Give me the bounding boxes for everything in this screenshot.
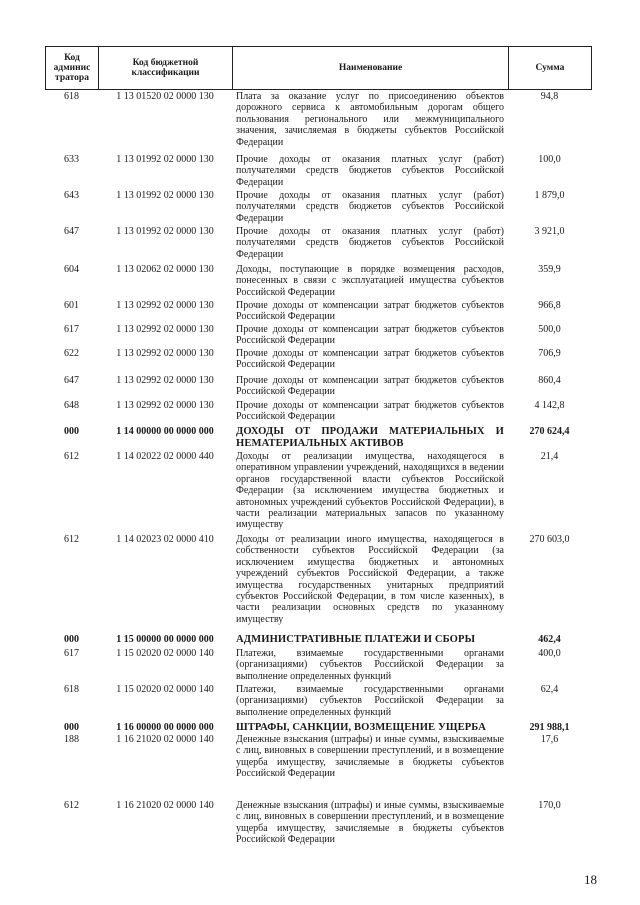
admin-code-cell: 000	[64, 722, 79, 733]
admin-code-cell: 618	[64, 684, 79, 695]
name-cell: АДМИНИСТРАТИВНЫЕ ПЛАТЕЖИ И СБОРЫ	[236, 634, 476, 645]
sum-cell: 1 879,0	[534, 190, 565, 201]
sum-cell: 400,0	[538, 648, 561, 659]
budget-code-cell: 1 13 01992 02 0000 130	[116, 190, 214, 201]
sum-cell: 270 624,4	[529, 426, 570, 437]
sum-cell: 3 921,0	[534, 226, 565, 237]
budget-code-cell: 1 15 02020 02 0000 140	[116, 684, 214, 695]
budget-code-cell: 1 16 00000 00 0000 000	[116, 722, 214, 733]
sum-cell: 966,8	[538, 300, 561, 311]
admin-code-cell: 000	[64, 426, 79, 437]
name-cell: ДОХОДЫ ОТ ПРОДАЖИ МАТЕРИАЛЬНЫХ И НЕМАТЕРИАЛЬНЫХ АКТИВОВ	[236, 426, 504, 449]
admin-code-cell: 188	[64, 734, 79, 745]
admin-code-cell: 633	[64, 154, 79, 165]
name-cell: Прочие доходы от оказания платных услуг (работ) получателями средств бюджетов субъектов Российской Федерации	[236, 226, 504, 260]
sum-cell: 94,8	[540, 91, 559, 102]
admin-code-cell: 604	[64, 264, 79, 275]
name-cell: Прочие доходы от оказания платных услуг (работ) получателями средств бюджетов субъектов Российской Федерации	[236, 190, 504, 224]
admin-code-cell: 643	[64, 190, 79, 201]
budget-code-cell: 1 13 02992 02 0000 130	[116, 348, 214, 359]
name-cell: ШТРАФЫ, САНКЦИИ, ВОЗМЕЩЕНИЕ УЩЕРБА	[236, 722, 487, 733]
header-name: Наименование	[233, 47, 509, 90]
budget-code-cell: 1 15 02020 02 0000 140	[116, 648, 214, 659]
budget-code-cell: 1 13 01520 02 0000 130	[116, 91, 214, 102]
sum-cell: 359,9	[538, 264, 561, 275]
name-cell: Плата за оказание услуг по присоединению объектов дорожного сервиса к автомобильным дорогам общего пользования регионального или межмуниципального значения, зачисляемая в бюджеты субъектов Российской Федерации	[236, 91, 504, 148]
admin-code-cell: 612	[64, 800, 79, 811]
name-cell: Доходы, поступающие в порядке возмещения расходов, понесенных в связи с эксплуатацией имущества субъектов Российской Федерации	[236, 264, 504, 298]
name-cell: Прочие доходы от компенсации затрат бюджетов субъектов Российской Федерации	[236, 300, 504, 323]
page-number: 18	[584, 872, 597, 887]
sum-cell: 860,4	[538, 375, 561, 386]
budget-code-cell: 1 13 02992 02 0000 130	[116, 300, 214, 311]
budget-code-cell: 1 16 21020 02 0000 140	[116, 800, 214, 811]
sum-cell: 17,6	[540, 734, 559, 745]
header-admin-code: Код админис тратора	[46, 47, 99, 90]
sum-cell: 170,0	[538, 800, 561, 811]
admin-code-cell: 617	[64, 324, 79, 335]
name-cell: Прочие доходы от компенсации затрат бюджетов субъектов Российской Федерации	[236, 348, 504, 371]
admin-code-cell: 647	[64, 226, 79, 237]
admin-code-cell: 612	[64, 534, 79, 545]
name-cell: Прочие доходы от оказания платных услуг (работ) получателями средств бюджетов субъектов Российской Федерации	[236, 154, 504, 188]
admin-code-cell: 601	[64, 300, 79, 311]
admin-code-cell: 618	[64, 91, 79, 102]
budget-code-cell: 1 13 02992 02 0000 130	[116, 400, 214, 411]
budget-code-cell: 1 13 01992 02 0000 130	[116, 226, 214, 237]
budget-code-cell: 1 13 02062 02 0000 130	[116, 264, 214, 275]
sum-cell: 62,4	[540, 684, 559, 695]
admin-code-cell: 622	[64, 348, 79, 359]
budget-code-cell: 1 13 02992 02 0000 130	[116, 375, 214, 386]
budget-code-cell: 1 13 01992 02 0000 130	[116, 154, 214, 165]
budget-code-cell: 1 13 02992 02 0000 130	[116, 324, 214, 335]
budget-code-cell: 1 14 02022 02 0000 440	[116, 451, 214, 462]
budget-code-cell: 1 14 00000 00 0000 000	[116, 426, 214, 437]
name-cell: Доходы от реализации имущества, находящегося в оперативном управлении учреждений, находящихся в ведении органов государственной власти субъектов Российской Федерации (за исключением имущества бюджетных и автономных учреждений субъектов Российской Федерации), в части реализации материальных запасов по указанному имуществу	[236, 451, 504, 531]
sum-cell: 500,0	[538, 324, 561, 335]
budget-code-cell: 1 16 21020 02 0000 140	[116, 734, 214, 745]
header-sum: Сумма	[509, 47, 592, 90]
admin-code-cell: 617	[64, 648, 79, 659]
sum-cell: 291 988,1	[529, 722, 570, 733]
admin-code-cell: 000	[64, 634, 79, 645]
name-cell: Платежи, взимаемые государственными органами (организациями) субъектов Российской Федерации за выполнение определенных функций	[236, 648, 504, 682]
name-cell: Денежные взыскания (штрафы) и иные суммы, взыскиваемые с лиц, виновных в совершении преступлений, и в возмещение ущерба имуществу, зачисляемые в бюджеты субъектов Российской Федерации	[236, 734, 504, 780]
admin-code-cell: 647	[64, 375, 79, 386]
name-cell: Платежи, взимаемые государственными органами (организациями) субъектов Российской Федерации за выполнение определенных функций	[236, 684, 504, 718]
admin-code-cell: 648	[64, 400, 79, 411]
name-cell: Прочие доходы от компенсации затрат бюджетов субъектов Российской Федерации	[236, 400, 504, 423]
sum-cell: 462,4	[538, 634, 561, 645]
sum-cell: 270 603,0	[529, 534, 570, 545]
budget-code-cell: 1 15 00000 00 0000 000	[116, 634, 214, 645]
admin-code-cell: 612	[64, 451, 79, 462]
sum-cell: 100,0	[538, 154, 561, 165]
budget-code-cell: 1 14 02023 02 0000 410	[116, 534, 214, 545]
name-cell: Доходы от реализации иного имущества, находящегося в собственности субъектов Российской Федерации (за исключением имущества бюджетных и автономных учреждений субъектов Российской Федерации, а также имущества государственных унитарных предприятий субъектов Российской Федерации, в том числе казенных), в части реализации основных средств по указанному имуществу	[236, 534, 504, 625]
sum-cell: 21,4	[540, 451, 559, 462]
sum-cell: 4 142,8	[534, 400, 565, 411]
name-cell: Денежные взыскания (штрафы) и иные суммы, взыскиваемые с лиц, виновных в совершении преступлений, и в возмещение ущерба имуществу, зачисляемые в бюджеты субъектов Российской Федерации	[236, 800, 504, 846]
name-cell: Прочие доходы от компенсации затрат бюджетов субъектов Российской Федерации	[236, 375, 504, 398]
header-budget-code: Код бюджетной классификации	[99, 47, 233, 90]
name-cell: Прочие доходы от компенсации затрат бюджетов субъектов Российской Федерации	[236, 324, 504, 347]
sum-cell: 706,9	[538, 348, 561, 359]
